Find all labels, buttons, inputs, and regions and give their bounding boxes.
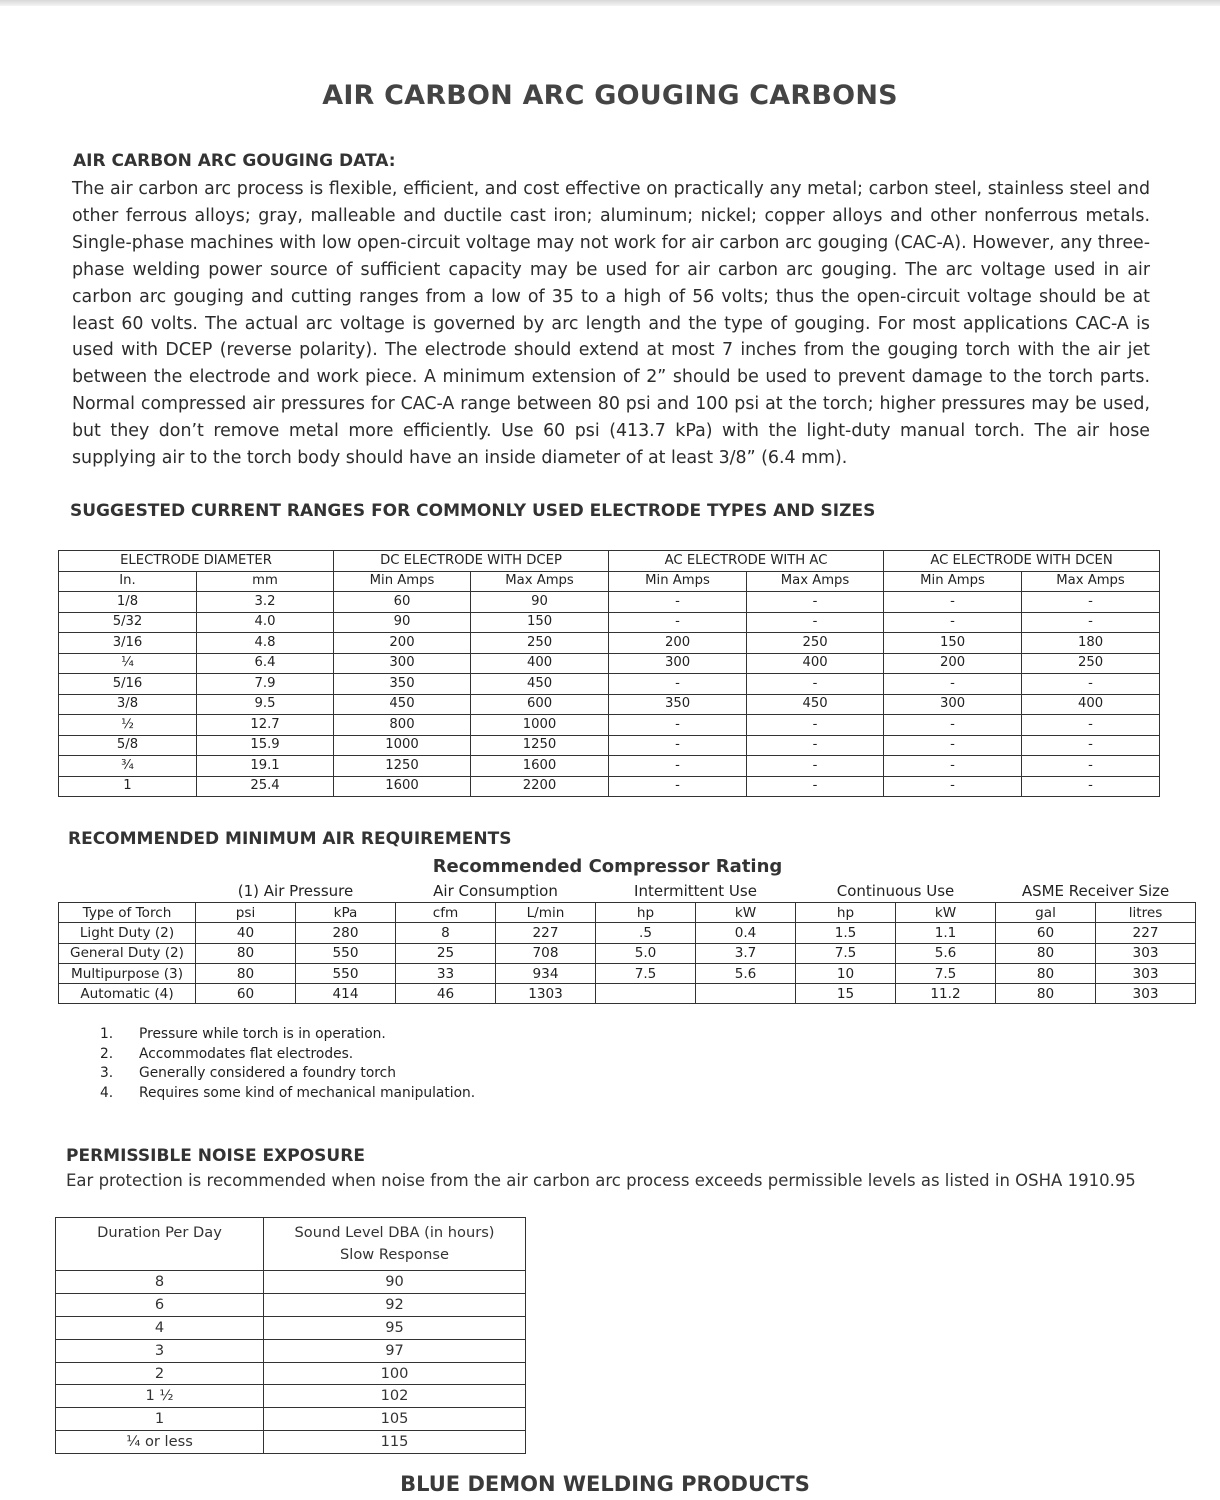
- table-row: [59, 943, 1196, 963]
- footnote: 2. Accommodates flat electrodes.: [100, 1045, 354, 1062]
- table-cell: 303: [1096, 984, 1196, 1004]
- table-cell: -: [1022, 756, 1160, 777]
- table-cell: 3.2: [197, 592, 334, 613]
- table-cell: -: [609, 592, 747, 613]
- column-header: gal: [996, 903, 1096, 923]
- table-cell: -: [747, 592, 884, 613]
- table-cell: 40: [196, 923, 296, 943]
- column-header: kPa: [296, 903, 396, 923]
- table-group-header-row: [59, 880, 1196, 903]
- table-cell: 4: [56, 1316, 264, 1339]
- table-row: [56, 1431, 526, 1454]
- table-cell: 25: [396, 943, 496, 963]
- column-header: Sound Level DBA (in hours) Slow Response: [264, 1218, 526, 1271]
- table-row: [59, 592, 1160, 613]
- table-cell: 5.0: [596, 943, 696, 963]
- table-cell: 80: [996, 943, 1096, 963]
- column-header: Max Amps: [747, 571, 884, 592]
- table-cell: 3/16: [59, 633, 197, 654]
- table-cell: -: [884, 776, 1022, 797]
- table-cell: 90: [471, 592, 609, 613]
- table-cell: 9.5: [197, 694, 334, 715]
- table-cell: 19.1: [197, 756, 334, 777]
- table-cell: 1600: [334, 776, 471, 797]
- table-cell: -: [884, 756, 1022, 777]
- table-cell: 1600: [471, 756, 609, 777]
- table-cell: 97: [264, 1339, 526, 1362]
- table-cell: 1250: [471, 735, 609, 756]
- table-cell: Automatic (4): [59, 984, 196, 1004]
- table-cell: 400: [471, 653, 609, 674]
- column-header: hp: [596, 903, 696, 923]
- footnotes: [100, 1026, 475, 1104]
- table-cell: 60: [996, 923, 1096, 943]
- table-cell: 0.4: [696, 923, 796, 943]
- table-cell: 450: [747, 694, 884, 715]
- table-cell: 550: [296, 943, 396, 963]
- table-cell: 105: [264, 1408, 526, 1431]
- table-cell: -: [884, 592, 1022, 613]
- table-cell: 25.4: [197, 776, 334, 797]
- table-cell: 3/8: [59, 694, 197, 715]
- table-cell: 1: [56, 1408, 264, 1431]
- table-cell: 300: [334, 653, 471, 674]
- noise-description: Ear protection is recommended when noise from the air carbon arc process exceeds permissible levels as listed in OSHA 1910.95: [66, 1171, 1136, 1190]
- table-cell: 60: [196, 984, 296, 1004]
- table-cell: 102: [264, 1385, 526, 1408]
- table-cell: 250: [471, 633, 609, 654]
- column-header: Duration Per Day: [56, 1218, 264, 1271]
- table-row: [56, 1362, 526, 1385]
- table-cell: Light Duty (2): [59, 923, 196, 943]
- table-cell: 8: [56, 1271, 264, 1294]
- table-cell: 200: [609, 633, 747, 654]
- column-group-header: ELECTRODE DIAMETER: [59, 551, 334, 572]
- table-cell: 450: [334, 694, 471, 715]
- table-cell: 1250: [334, 756, 471, 777]
- table-cell: 350: [609, 694, 747, 715]
- table-row: [56, 1271, 526, 1294]
- table-cell: 280: [296, 923, 396, 943]
- scan-edge: [0, 0, 1220, 6]
- table-cell: 4.0: [197, 612, 334, 633]
- table-row: [59, 612, 1160, 633]
- table-cell: 450: [471, 674, 609, 695]
- table-cell: 90: [264, 1271, 526, 1294]
- table-cell: 5.6: [696, 963, 796, 983]
- noise-exposure-table: [55, 1217, 526, 1454]
- table-cell: ½: [59, 715, 197, 736]
- table-cell: 1.1: [896, 923, 996, 943]
- table-cell: -: [747, 674, 884, 695]
- table-cell: -: [1022, 715, 1160, 736]
- table-cell: 5.6: [896, 943, 996, 963]
- table-cell: -: [609, 756, 747, 777]
- table-header-row: [56, 1218, 526, 1271]
- table-cell: 3.7: [696, 943, 796, 963]
- table-cell: -: [747, 612, 884, 633]
- table-row: [59, 735, 1160, 756]
- table-row: [59, 923, 1196, 943]
- table-cell: 300: [609, 653, 747, 674]
- table-row: [59, 963, 1196, 983]
- table-cell: 8: [396, 923, 496, 943]
- table-cell: 600: [471, 694, 609, 715]
- table-cell: 11.2: [896, 984, 996, 1004]
- column-header: litres: [1096, 903, 1196, 923]
- column-group-header: Intermittent Use: [634, 882, 757, 900]
- table-cell: 95: [264, 1316, 526, 1339]
- table-cell: 7.5: [896, 963, 996, 983]
- table-subheader-row: [59, 571, 1160, 592]
- table-cell: 1.5: [796, 923, 896, 943]
- compressor-rating-heading: Recommended Compressor Rating: [432, 856, 783, 877]
- table-cell: -: [609, 715, 747, 736]
- table-row: [56, 1408, 526, 1431]
- table-cell: 12.7: [197, 715, 334, 736]
- table-cell: -: [884, 612, 1022, 633]
- table-cell: 7.5: [596, 963, 696, 983]
- column-header: Max Amps: [471, 571, 609, 592]
- table-cell: -: [609, 612, 747, 633]
- footnote: 1. Pressure while torch is in operation.: [100, 1026, 386, 1042]
- table-cell: 7.5: [796, 943, 896, 963]
- footnote: 3. Generally considered a foundry torch: [100, 1065, 396, 1081]
- table-cell: 1303: [496, 984, 596, 1004]
- table-cell: -: [1022, 612, 1160, 633]
- table-header-row: [59, 551, 1160, 572]
- table-cell: 200: [884, 653, 1022, 674]
- table-cell: 800: [334, 715, 471, 736]
- table-cell: 5/32: [59, 612, 197, 633]
- table-cell: -: [1022, 592, 1160, 613]
- company-footer: BLUE DEMON WELDING PRODUCTS: [400, 1472, 810, 1496]
- table-cell: 7.9: [197, 674, 334, 695]
- gouging-data-heading: AIR CARBON ARC GOUGING DATA:: [73, 151, 396, 171]
- table-cell: -: [747, 756, 884, 777]
- table-cell: -: [884, 674, 1022, 695]
- table-cell: 180: [1022, 633, 1160, 654]
- column-group-header: DC ELECTRODE WITH DCEP: [334, 551, 609, 572]
- table-cell: 227: [1096, 923, 1196, 943]
- table-cell: 6.4: [197, 653, 334, 674]
- column-header: Min Amps: [609, 571, 747, 592]
- table-cell: Multipurpose (3): [59, 963, 196, 983]
- column-header: kW: [896, 903, 996, 923]
- table-cell: 708: [496, 943, 596, 963]
- column-header: psi: [196, 903, 296, 923]
- column-header: Type of Torch: [59, 903, 196, 923]
- table-cell: [596, 984, 696, 1004]
- column-group-header: ASME Receiver Size: [1021, 882, 1170, 900]
- table-row: [59, 694, 1160, 715]
- column-header: cfm: [396, 903, 496, 923]
- table-cell: 934: [496, 963, 596, 983]
- footnote: 4. Requires some kind of mechanical manipulation.: [100, 1084, 476, 1101]
- gouging-data-paragraph: The air carbon arc process is flexible, efficient, and cost effective on practically any metal; carbon steel, stainless steel and other ferrous alloys; gray, malleable and ductile cast iron; aluminum; nickel; copper alloys and other nonferrous metals. Single-phase machines with low open-circuit voltage may not work for air carbon arc gouging (CAC-A). However, any three-phase welding power source of sufficient capacity may be used for air carbon arc gouging. The arc voltage used in air carbon arc gouging and cutting ranges from a low of 35 to a high of 56 volts; thus the open-circuit voltage should be at least 60 volts. The actual arc voltage is governed by arc length and the type of gouging. For most applications CAC-A is used with DCEP (reverse polarity). The electrode should extend at most 7 inches from the gouging torch with the air jet between the electrode and work piece. A minimum extension of 2” should be used to prevent damage to the torch parts. Normal compressed air pressures for CAC-A range between 80 psi and 100 psi at the torch; higher pressures may be used, but they don’t remove metal more efficiently. Use 60 psi (413.7 kPa) with the light-duty manual torch. The air hose supplying air to the torch body should have an inside diameter of at least 3/8” (6.4 mm).: [72, 179, 1150, 469]
- table-cell: 300: [884, 694, 1022, 715]
- table-cell: 2: [56, 1362, 264, 1385]
- table-cell: 4.8: [197, 633, 334, 654]
- table-cell: General Duty (2): [59, 943, 196, 963]
- table-cell: 200: [334, 633, 471, 654]
- table-cell: .5: [596, 923, 696, 943]
- table-row: [59, 633, 1160, 654]
- column-group-header: Air Consumption: [433, 882, 558, 900]
- table-row: [56, 1339, 526, 1362]
- table-cell: 60: [334, 592, 471, 613]
- table-cell: 5/16: [59, 674, 197, 695]
- table-cell: 15.9: [197, 735, 334, 756]
- table-row: [56, 1316, 526, 1339]
- table-row: [59, 653, 1160, 674]
- column-header: mm: [197, 571, 334, 592]
- table-cell: 2200: [471, 776, 609, 797]
- table-subheader-row: [59, 903, 1196, 923]
- empty-cell: [59, 880, 196, 903]
- table-cell: 303: [1096, 943, 1196, 963]
- column-header: Min Amps: [334, 571, 471, 592]
- table-cell: 1/8: [59, 592, 197, 613]
- table-cell: 80: [996, 984, 1096, 1004]
- table-cell: 400: [1022, 694, 1160, 715]
- table-cell: ¾: [59, 756, 197, 777]
- table-cell: 15: [796, 984, 896, 1004]
- table-cell: 46: [396, 984, 496, 1004]
- table-cell: -: [747, 715, 884, 736]
- table-cell: 100: [264, 1362, 526, 1385]
- air-requirements-heading: RECOMMENDED MINIMUM AIR REQUIREMENTS: [68, 829, 512, 849]
- table-cell: ¼ or less: [56, 1431, 264, 1454]
- table-cell: 1000: [471, 715, 609, 736]
- column-header: Max Amps: [1022, 571, 1160, 592]
- table-cell: -: [884, 715, 1022, 736]
- table-cell: 250: [1022, 653, 1160, 674]
- table-cell: 33: [396, 963, 496, 983]
- table-cell: 80: [996, 963, 1096, 983]
- column-header: L/min: [496, 903, 596, 923]
- table-cell: -: [609, 776, 747, 797]
- table-cell: -: [747, 776, 884, 797]
- table-row: [59, 674, 1160, 695]
- column-group-header: AC ELECTRODE WITH AC: [609, 551, 884, 572]
- table-cell: 115: [264, 1431, 526, 1454]
- table-cell: 1 ½: [56, 1385, 264, 1408]
- page-title: AIR CARBON ARC GOUGING CARBONS: [322, 80, 898, 111]
- air-requirements-table: [58, 880, 1196, 1004]
- table-cell: 92: [264, 1293, 526, 1316]
- table-cell: -: [1022, 674, 1160, 695]
- table-row: [56, 1293, 526, 1316]
- table-row: [59, 715, 1160, 736]
- table-cell: 150: [884, 633, 1022, 654]
- table-cell: 5/8: [59, 735, 197, 756]
- table-cell: 227: [496, 923, 596, 943]
- current-ranges-heading: SUGGESTED CURRENT RANGES FOR COMMONLY USED ELECTRODE TYPES AND SIZES: [70, 501, 876, 521]
- table-cell: -: [747, 735, 884, 756]
- table-cell: 303: [1096, 963, 1196, 983]
- column-group-header: (1) Air Pressure: [237, 882, 354, 900]
- table-cell: 250: [747, 633, 884, 654]
- table-cell: 80: [196, 963, 296, 983]
- noise-heading: PERMISSIBLE NOISE EXPOSURE: [66, 1146, 365, 1166]
- table-cell: 6: [56, 1293, 264, 1316]
- table-cell: 1: [59, 776, 197, 797]
- table-cell: ¼: [59, 653, 197, 674]
- column-group-header: Continuous Use: [836, 882, 955, 900]
- table-cell: 150: [471, 612, 609, 633]
- column-header: hp: [796, 903, 896, 923]
- table-cell: -: [609, 674, 747, 695]
- table-row: [59, 776, 1160, 797]
- table-row: [59, 756, 1160, 777]
- current-ranges-table: [58, 550, 1160, 797]
- table-cell: 414: [296, 984, 396, 1004]
- table-cell: -: [884, 735, 1022, 756]
- column-header: In.: [59, 571, 197, 592]
- table-cell: [696, 984, 796, 1004]
- table-row: [59, 984, 1196, 1004]
- table-cell: 90: [334, 612, 471, 633]
- table-cell: 350: [334, 674, 471, 695]
- column-header: Min Amps: [884, 571, 1022, 592]
- table-cell: -: [1022, 735, 1160, 756]
- table-cell: 80: [196, 943, 296, 963]
- table-cell: 1000: [334, 735, 471, 756]
- table-row: [56, 1385, 526, 1408]
- table-cell: 400: [747, 653, 884, 674]
- table-cell: 10: [796, 963, 896, 983]
- table-cell: 3: [56, 1339, 264, 1362]
- table-cell: -: [1022, 776, 1160, 797]
- column-header: kW: [696, 903, 796, 923]
- table-cell: 550: [296, 963, 396, 983]
- table-cell: -: [609, 735, 747, 756]
- column-group-header: AC ELECTRODE WITH DCEN: [884, 551, 1160, 572]
